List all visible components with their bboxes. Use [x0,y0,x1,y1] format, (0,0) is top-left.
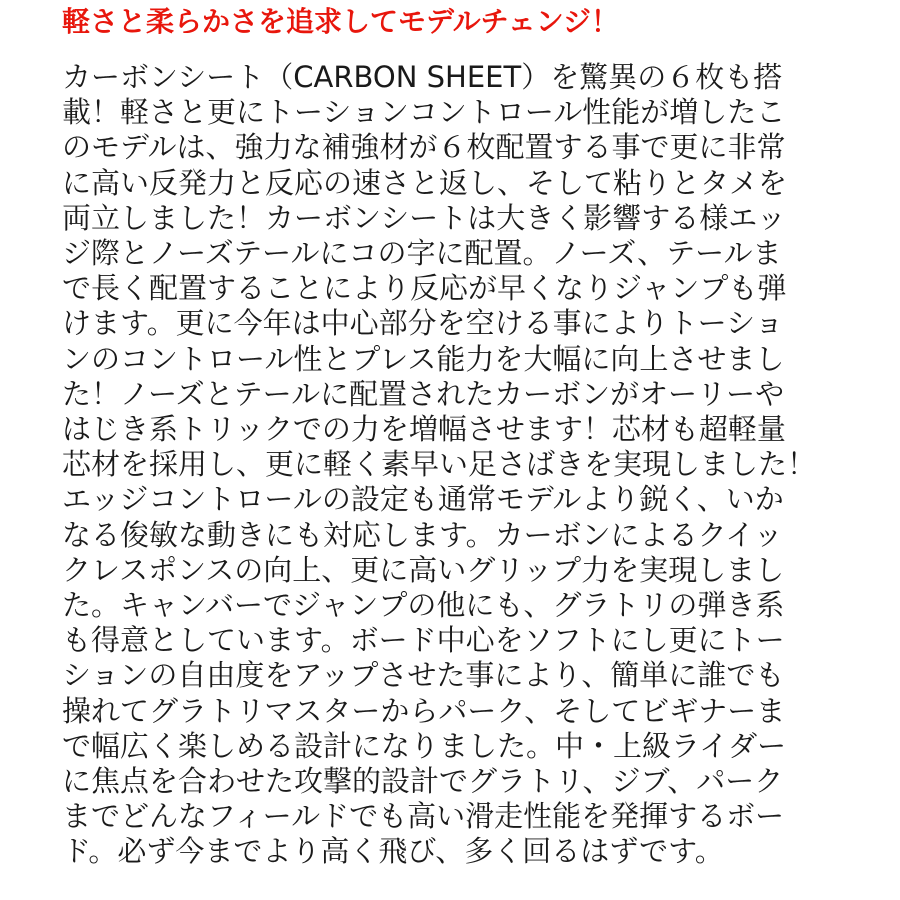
headline: 軽さと柔らかさを追求してモデルチェンジ！ [62,5,620,38]
body-line: 操れてグラトリマスターからパーク、そしてビギナーま [62,693,786,728]
body-line: ジ際とノーズテールにコの字に配置。ノーズ、テールま [62,236,782,271]
body-line: 芯材を採用し、更に軽く素早い足さばきを実現しました！ [62,447,817,482]
body-line: けます。更に今年は中心部分を空ける事によりトーショ [62,306,784,341]
body-line: のモデルは、強力な補強材が６枚配置する事で更に非常 [62,130,786,165]
body-line: た！ノーズとテールに配置されたカーボンがオーリーや [62,376,785,411]
body-line: カーボンシート（CARBON SHEET）を驚異の６枚も搭 [62,60,783,94]
body-line: に高い反発力と反応の速さと返し、そして粘りとタメを [62,165,788,200]
body-line: に焦点を合わせた攻撃的設計でグラトリ、ジブ、パーク [62,764,784,799]
body-line: ンのコントロール性とプレス能力を大幅に向上させまし [62,341,785,376]
description-body [62,60,842,870]
body-line: 両立しました！カーボンシートは大きく影響する様エッ [62,200,786,235]
body-line: クレスポンスの向上、更に高いグリップ力を実現しまし [62,552,785,587]
body-line: で長く配置することにより反応が早くなりジャンプも弾 [62,271,787,306]
body-line: なる俊敏な動きにも対応します。カーボンによるクイッ [62,517,783,552]
body-line: ションの自由度をアップさせた事により、簡単に誰でも [62,658,785,693]
body-line: で幅広く楽しめる設計になりました。中・上級ライダー [62,728,787,763]
body-line: までどんなフィールドでも高い滑走性能を発揮するボー [62,799,785,834]
body-line: エッジコントロールの設定も通常モデルより鋭く、いか [62,482,784,517]
body-line: た。キャンバーでジャンプの他にも、グラトリの弾き系 [62,588,785,623]
body-line: ド。必ず今までより高く飛び、多く回るはずです。 [62,834,724,869]
body-line: 載！軽さと更にトーションコントロール性能が増したこ [62,95,786,130]
body-line: も得意としています。ボード中心をソフトにし更にトー [62,623,785,658]
body-line: はじき系トリックでの力を増幅させます！芯材も超軽量 [62,412,786,447]
